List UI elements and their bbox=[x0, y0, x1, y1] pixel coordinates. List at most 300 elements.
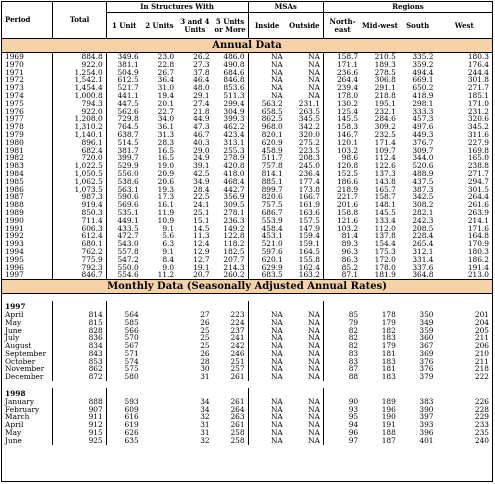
annual-value-cell: 143.8 bbox=[374, 176, 396, 186]
annual-value-cell: 488.9 bbox=[412, 168, 434, 178]
annual-value-cell: 757.8 bbox=[248, 162, 286, 170]
monthly-value-cell: 187 bbox=[381, 435, 396, 445]
annual-value-cell: 711.4 bbox=[53, 217, 106, 225]
annual-value-cell: 441.1 bbox=[106, 92, 141, 100]
annual-value-cell: 775.9 bbox=[53, 256, 106, 264]
annual-value-cell: 11.9 bbox=[157, 207, 175, 217]
annual-value-cell: 85.2 bbox=[323, 264, 361, 272]
annual-value-cell: NA bbox=[308, 83, 320, 93]
annual-value-cell: 11.3 bbox=[193, 231, 210, 241]
annual-value-cell: 862.5 bbox=[248, 115, 286, 123]
annual-value-cell: 514.5 bbox=[106, 139, 141, 147]
annual-value-cell: 208.5 bbox=[412, 223, 434, 233]
annual-value-cell: 34.9 bbox=[193, 176, 210, 186]
annual-value-cell: 20.1 bbox=[157, 98, 175, 108]
annual-value-cell: 364.8 bbox=[412, 270, 434, 280]
annual-value-cell: 814.1 bbox=[248, 170, 286, 178]
annual-value-cell: 612.5 bbox=[106, 76, 141, 84]
annual-value-cell: 331.4 bbox=[412, 254, 434, 264]
empty-cell bbox=[142, 437, 177, 445]
monthly-period-cell: February bbox=[5, 404, 40, 414]
monthly-value-cell: 261 bbox=[230, 420, 245, 430]
annual-value-cell: 5.6 bbox=[162, 231, 175, 241]
annual-period-cell: 1991 bbox=[5, 223, 24, 233]
annual-value-cell: 244.4 bbox=[467, 67, 489, 77]
monthly-value-cell: 233 bbox=[474, 420, 489, 430]
annual-value-cell: 163.6 bbox=[298, 207, 320, 217]
annual-value-cell: 442.7 bbox=[223, 184, 245, 194]
empty-cell bbox=[142, 429, 177, 437]
annual-period-cell: 1987 bbox=[5, 192, 24, 202]
empty-cell bbox=[142, 311, 177, 319]
annual-value-cell: 1,310.2 bbox=[53, 123, 106, 131]
annual-value-cell: 24.9 bbox=[193, 153, 210, 163]
annual-value-cell: 922.0 bbox=[53, 108, 106, 116]
annual-value-cell: 1,542.1 bbox=[53, 76, 106, 84]
empty-cell bbox=[142, 334, 177, 342]
monthly-value-cell: 181 bbox=[381, 364, 396, 374]
annual-value-cell: NA bbox=[248, 76, 286, 84]
annual-value-cell: 48.0 bbox=[193, 83, 210, 93]
annual-value-cell: 26.2 bbox=[193, 52, 210, 61]
monthly-value-cell: NA bbox=[308, 364, 320, 374]
annual-value-cell: 133.4 bbox=[374, 215, 396, 225]
annual-value-cell: 207.7 bbox=[223, 254, 245, 264]
annual-value-cell: 291.1 bbox=[374, 83, 396, 93]
monthly-value-cell: 853 bbox=[53, 358, 106, 366]
annual-value-cell: 120.1 bbox=[323, 139, 361, 147]
annual-value-cell: 278.5 bbox=[374, 67, 396, 77]
annual-value-cell: 299.4 bbox=[223, 98, 245, 108]
annual-value-cell: 457.3 bbox=[412, 114, 434, 124]
annual-value-cell: 418.9 bbox=[412, 90, 434, 100]
annual-value-cell: 554.6 bbox=[106, 271, 141, 279]
annual-value-cell: 242.3 bbox=[412, 215, 434, 225]
annual-value-cell: 853.6 bbox=[223, 83, 245, 93]
monthly-value-cell: 196 bbox=[381, 404, 396, 414]
annual-value-cell: 563.2 bbox=[248, 100, 286, 108]
annual-value-cell: 112.0 bbox=[374, 223, 396, 233]
annual-value-cell: 669.1 bbox=[412, 75, 434, 85]
annual-value-cell: 792.3 bbox=[53, 264, 106, 272]
annual-value-cell: 46.4 bbox=[193, 75, 210, 85]
monthly-value-cell: 619 bbox=[106, 421, 141, 429]
annual-value-cell: 137.8 bbox=[374, 231, 396, 241]
annual-value-cell: 31.3 bbox=[157, 129, 175, 139]
annual-value-cell: NA bbox=[308, 75, 320, 85]
monthly-value-cell: NA bbox=[308, 428, 320, 438]
annual-value-cell: 96.3 bbox=[323, 248, 361, 256]
annual-value-cell: 418.0 bbox=[223, 168, 245, 178]
monthly-value-cell: 237 bbox=[230, 325, 245, 335]
annual-value-cell: 376.7 bbox=[412, 137, 434, 147]
monthly-value-cell: 223 bbox=[230, 309, 245, 319]
annual-value-cell: NA bbox=[308, 90, 320, 100]
monthly-value-cell: 96 bbox=[323, 429, 361, 437]
annual-value-cell: 255.3 bbox=[223, 145, 245, 155]
monthly-value-cell: 205 bbox=[474, 325, 489, 335]
annual-value-cell: 42.5 bbox=[193, 168, 210, 178]
annual-value-cell: 511.7 bbox=[248, 154, 286, 162]
annual-value-cell: 181.9 bbox=[374, 270, 396, 280]
monthly-data-section bbox=[2, 280, 492, 445]
annual-value-cell: NA bbox=[308, 67, 320, 77]
annual-value-cell: 884.8 bbox=[53, 53, 106, 61]
monthly-value-cell: 97 bbox=[323, 437, 361, 445]
annual-value-cell: 182.5 bbox=[223, 246, 245, 256]
monthly-value-cell: 179 bbox=[381, 317, 396, 327]
annual-value-cell: 178.0 bbox=[323, 92, 361, 100]
annual-period-cell: 1980 bbox=[5, 137, 24, 147]
monthly-period-cell: April bbox=[5, 309, 24, 319]
monthly-row bbox=[2, 437, 492, 445]
annual-value-cell: 86.3 bbox=[323, 256, 361, 264]
monthly-value-cell: 834 bbox=[53, 342, 106, 350]
monthly-value-cell: 201 bbox=[474, 309, 489, 319]
annual-value-cell: 47.3 bbox=[193, 122, 210, 132]
annual-period-cell: 1975 bbox=[5, 98, 24, 108]
annual-value-cell: 175.3 bbox=[374, 246, 396, 256]
monthly-value-cell: 32 bbox=[200, 412, 210, 422]
monthly-value-cell: 181 bbox=[381, 348, 396, 358]
annual-value-cell: 20.9 bbox=[157, 168, 175, 178]
monthly-value-cell: 226 bbox=[474, 396, 489, 406]
annual-value-cell: 16.5 bbox=[157, 145, 175, 155]
annual-value-cell: 236.4 bbox=[298, 168, 320, 178]
empty-cell bbox=[142, 388, 177, 398]
monthly-value-cell: NA bbox=[248, 429, 286, 437]
empty-cell bbox=[142, 358, 177, 366]
annual-value-cell: 1,454.4 bbox=[53, 84, 106, 92]
monthly-value-cell: 82 bbox=[323, 327, 361, 335]
monthly-period-cell: May bbox=[5, 428, 22, 438]
monthly-value-cell: 574 bbox=[106, 358, 141, 366]
annual-value-cell: 164.8 bbox=[467, 231, 489, 241]
annual-value-cell: 149.2 bbox=[223, 223, 245, 233]
annual-period-cell: 1981 bbox=[5, 145, 24, 155]
monthly-value-cell: 379 bbox=[419, 372, 434, 382]
annual-value-cell: 214.3 bbox=[223, 262, 245, 272]
monthly-period-cell: July bbox=[5, 333, 20, 343]
annual-value-cell: 161.9 bbox=[298, 200, 320, 210]
monthly-value-cell: NA bbox=[308, 333, 320, 343]
annual-value-cell: 264.4 bbox=[467, 192, 489, 202]
header-inside: Inside bbox=[248, 13, 286, 39]
annual-value-cell: 919.4 bbox=[53, 201, 106, 209]
monthly-value-cell: NA bbox=[308, 396, 320, 406]
monthly-value-cell: 240 bbox=[474, 435, 489, 445]
monthly-value-cell: 912 bbox=[53, 421, 106, 429]
monthly-value-cell: 369 bbox=[419, 348, 434, 358]
annual-value-cell: 19.1 bbox=[193, 262, 210, 272]
annual-value-cell: 458.9 bbox=[248, 147, 286, 155]
header-1-unit: 1 Unit bbox=[106, 13, 141, 39]
annual-value-cell: 757.5 bbox=[248, 201, 286, 209]
header-northeast: North-east bbox=[323, 13, 361, 39]
monthly-value-cell: 564 bbox=[106, 311, 141, 319]
monthly-value-cell: 925 bbox=[53, 437, 106, 445]
monthly-value-cell: 383 bbox=[419, 396, 434, 406]
annual-value-cell: 468.4 bbox=[223, 176, 245, 186]
monthly-value-cell: 376 bbox=[419, 364, 434, 374]
monthly-value-cell: 396 bbox=[419, 428, 434, 438]
annual-value-cell: 34.0 bbox=[157, 114, 175, 124]
annual-value-cell: 301.5 bbox=[467, 184, 489, 194]
annual-value-cell: 185.1 bbox=[467, 90, 489, 100]
annual-value-cell: 458.4 bbox=[248, 225, 286, 233]
annual-value-cell: 158.8 bbox=[323, 209, 361, 217]
annual-value-cell: 344.0 bbox=[412, 153, 434, 163]
annual-value-cell: 1,062.5 bbox=[53, 178, 106, 186]
annual-value-cell: 298.1 bbox=[412, 98, 434, 108]
annual-value-cell: 201.6 bbox=[323, 201, 361, 209]
annual-value-cell: 218.8 bbox=[374, 90, 396, 100]
annual-value-cell: 36.1 bbox=[157, 122, 175, 132]
annual-value-cell: 511.3 bbox=[223, 90, 245, 100]
monthly-value-cell: 261 bbox=[230, 396, 245, 406]
monthly-value-cell: 26 bbox=[200, 348, 210, 358]
monthly-value-cell: NA bbox=[248, 398, 286, 406]
monthly-value-cell: 575 bbox=[106, 365, 141, 373]
annual-value-cell: 261.6 bbox=[467, 200, 489, 210]
monthly-value-cell: NA bbox=[308, 317, 320, 327]
monthly-value-cell: 814 bbox=[53, 311, 106, 319]
annual-value-cell: 120.8 bbox=[323, 162, 361, 170]
annual-value-cell: 682.4 bbox=[53, 147, 106, 155]
annual-value-cell: 10.9 bbox=[157, 215, 175, 225]
annual-period-cell: 1973 bbox=[5, 83, 24, 93]
monthly-value-cell: 609 bbox=[106, 406, 141, 414]
monthly-value-cell: 224 bbox=[230, 317, 245, 327]
annual-value-cell: 449.1 bbox=[106, 217, 141, 225]
annual-value-cell: 17.3 bbox=[157, 192, 175, 202]
empty-cell bbox=[142, 373, 177, 381]
annual-value-cell: 21.8 bbox=[193, 106, 210, 116]
annual-value-cell: 301.8 bbox=[467, 75, 489, 85]
monthly-value-cell: NA bbox=[308, 412, 320, 422]
annual-value-cell: 462.2 bbox=[223, 122, 245, 132]
monthly-value-cell: 95 bbox=[323, 413, 361, 421]
monthly-value-cell: 257 bbox=[230, 364, 245, 374]
monthly-value-cell: NA bbox=[248, 421, 286, 429]
monthly-value-cell: 206 bbox=[474, 341, 489, 351]
spacer bbox=[2, 381, 492, 388]
annual-period-cell: 1985 bbox=[5, 176, 24, 186]
annual-value-cell: 521.0 bbox=[248, 240, 286, 248]
monthly-value-cell: NA bbox=[308, 348, 320, 358]
monthly-value-cell: 34 bbox=[200, 404, 210, 414]
annual-value-cell: 278.9 bbox=[223, 153, 245, 163]
annual-value-cell: 189.3 bbox=[374, 59, 396, 69]
annual-period-cell: 1988 bbox=[5, 200, 24, 210]
monthly-value-cell: 27 bbox=[200, 309, 210, 319]
monthly-value-cell: NA bbox=[248, 413, 286, 421]
monthly-value-cell: 367 bbox=[419, 341, 434, 351]
annual-value-cell: 820.1 bbox=[248, 131, 286, 139]
monthly-value-cell: 26 bbox=[200, 317, 210, 327]
annual-value-cell: 437.5 bbox=[412, 176, 434, 186]
empty-cell bbox=[142, 421, 177, 429]
monthly-value-cell: 178 bbox=[381, 309, 396, 319]
annual-value-cell: 26.7 bbox=[157, 67, 175, 77]
monthly-value-cell: NA bbox=[248, 358, 286, 366]
annual-value-cell: 620.1 bbox=[248, 256, 286, 264]
annual-value-cell: 569.6 bbox=[106, 201, 141, 209]
annual-value-cell: NA bbox=[308, 59, 320, 69]
monthly-period-cell: August bbox=[5, 341, 32, 351]
annual-value-cell: 9.0 bbox=[162, 262, 175, 272]
monthly-value-cell: 235 bbox=[474, 428, 489, 438]
annual-value-cell: 271.7 bbox=[467, 168, 489, 178]
annual-value-cell: NA bbox=[308, 52, 320, 61]
annual-value-cell: 263.5 bbox=[298, 106, 320, 116]
annual-value-cell: 684.6 bbox=[223, 67, 245, 77]
annual-value-cell: 103.2 bbox=[323, 147, 361, 155]
annual-value-cell: 9.1 bbox=[162, 246, 175, 256]
annual-value-cell: 553.9 bbox=[248, 217, 286, 225]
header-2-units: 2 Units bbox=[145, 20, 174, 30]
annual-value-cell: 306.8 bbox=[374, 75, 396, 85]
monthly-value-cell: 570 bbox=[106, 334, 141, 342]
annual-value-cell: 31.0 bbox=[157, 83, 175, 93]
monthly-value-cell: NA bbox=[248, 334, 286, 342]
annual-value-cell: 20.7 bbox=[193, 270, 210, 280]
annual-value-cell: 145.5 bbox=[323, 115, 361, 123]
annual-value-cell: 820.6 bbox=[248, 193, 286, 201]
annual-value-cell: 399.3 bbox=[223, 114, 245, 124]
annual-value-cell: 165.0 bbox=[467, 153, 489, 163]
monthly-value-cell: NA bbox=[248, 437, 286, 445]
annual-value-cell: 112.4 bbox=[374, 153, 396, 163]
monthly-data-band: Monthly Data (Seasonally Adjusted Annual Rates) bbox=[2, 280, 492, 294]
annual-value-cell: 309.2 bbox=[374, 122, 396, 132]
annual-value-cell: 275.2 bbox=[298, 137, 320, 147]
annual-value-cell: 520.6 bbox=[412, 161, 434, 171]
annual-value-cell: 171.1 bbox=[323, 61, 361, 69]
monthly-value-cell: 25 bbox=[200, 333, 210, 343]
monthly-value-cell: 79 bbox=[323, 319, 361, 327]
monthly-value-cell: 635 bbox=[106, 437, 141, 445]
annual-value-cell: 158.3 bbox=[323, 123, 361, 131]
annual-value-cell: 265.4 bbox=[412, 239, 434, 249]
header-3-4-units: 3 and 4 Units bbox=[180, 16, 210, 34]
annual-period-cell: 1969 bbox=[5, 52, 24, 61]
monthly-value-cell: NA bbox=[248, 350, 286, 358]
annual-value-cell: 118.2 bbox=[223, 239, 245, 249]
monthly-period-cell: January bbox=[5, 396, 35, 406]
annual-value-cell: 103.2 bbox=[323, 225, 361, 233]
annual-value-cell: 356.9 bbox=[223, 192, 245, 202]
empty-cell bbox=[142, 327, 177, 335]
annual-value-cell: 29.0 bbox=[193, 145, 210, 155]
monthly-row bbox=[2, 373, 492, 381]
monthly-value-cell: 30 bbox=[200, 364, 210, 374]
annual-value-cell: 12.9 bbox=[193, 246, 210, 256]
annual-value-cell: 157.5 bbox=[298, 215, 320, 225]
annual-value-cell: 27.3 bbox=[193, 59, 210, 69]
annual-value-cell: NA bbox=[248, 53, 286, 61]
monthly-value-cell: 246 bbox=[230, 348, 245, 358]
annual-value-cell: 885.1 bbox=[248, 178, 286, 186]
annual-value-cell: 24.1 bbox=[193, 200, 210, 210]
header-group-msas: MSAs bbox=[248, 2, 323, 13]
annual-value-cell: 228.4 bbox=[412, 231, 434, 241]
annual-value-cell: 556.0 bbox=[106, 170, 141, 178]
annual-period-cell: 1997 bbox=[5, 270, 24, 280]
annual-value-cell: 968.0 bbox=[248, 123, 286, 131]
annual-value-cell: 543.0 bbox=[106, 240, 141, 248]
monthly-value-cell: 82 bbox=[323, 334, 361, 342]
annual-value-cell: 794.3 bbox=[53, 100, 106, 108]
annual-value-cell: 1,208.0 bbox=[53, 115, 106, 123]
annual-value-cell: 238.8 bbox=[467, 161, 489, 171]
monthly-value-cell: NA bbox=[308, 435, 320, 445]
annual-value-cell: 36.4 bbox=[157, 75, 175, 85]
annual-value-cell: 312.1 bbox=[412, 246, 434, 256]
monthly-period-cell: December bbox=[5, 372, 44, 382]
annual-value-cell: 345.2 bbox=[467, 122, 489, 132]
annual-value-cell: 25.1 bbox=[193, 207, 210, 217]
annual-value-cell: 245.0 bbox=[298, 161, 320, 171]
monthly-value-cell: 862 bbox=[53, 365, 106, 373]
monthly-value-cell: 390 bbox=[419, 404, 434, 414]
monthly-value-cell: 872 bbox=[53, 373, 106, 381]
annual-value-cell: 227.9 bbox=[467, 137, 489, 147]
annual-value-cell: 22.8 bbox=[157, 59, 175, 69]
annual-value-cell: 176.4 bbox=[467, 59, 489, 69]
annual-value-cell: 109.7 bbox=[374, 145, 396, 155]
annual-value-cell: 263.9 bbox=[467, 207, 489, 217]
monthly-value-cell: NA bbox=[308, 325, 320, 335]
monthly-value-cell: 376 bbox=[419, 356, 434, 366]
annual-value-cell: 81.4 bbox=[323, 232, 361, 240]
annual-value-cell: 550.0 bbox=[106, 264, 141, 272]
monthly-value-cell: 251 bbox=[230, 356, 245, 366]
annual-value-cell: 171.0 bbox=[467, 98, 489, 108]
annual-value-cell: 333.3 bbox=[412, 106, 434, 116]
annual-period-cell: 1992 bbox=[5, 231, 24, 241]
annual-value-cell: 449.3 bbox=[412, 129, 434, 139]
annual-value-cell: 210.5 bbox=[374, 52, 396, 61]
annual-value-cell: 850.3 bbox=[53, 209, 106, 217]
annual-value-cell: 337.6 bbox=[412, 262, 434, 272]
annual-value-cell: 650.2 bbox=[412, 83, 434, 93]
monthly-value-cell: 242 bbox=[230, 341, 245, 351]
annual-value-cell: 169.8 bbox=[467, 145, 489, 155]
annual-value-cell: 504.9 bbox=[106, 69, 141, 77]
monthly-value-cell: 189 bbox=[381, 396, 396, 406]
annual-value-cell: 494.4 bbox=[412, 67, 434, 77]
annual-value-cell: 166.7 bbox=[298, 192, 320, 202]
annual-value-cell: 1,073.5 bbox=[53, 186, 106, 194]
annual-value-cell: 447.5 bbox=[106, 100, 141, 108]
annual-value-cell: 1,140.1 bbox=[53, 131, 106, 139]
monthly-value-cell: 182 bbox=[381, 325, 396, 335]
monthly-value-cell: 907 bbox=[53, 406, 106, 414]
monthly-value-cell: 258 bbox=[230, 428, 245, 438]
annual-value-cell: 236.3 bbox=[223, 215, 245, 225]
annual-value-cell: 22.5 bbox=[193, 192, 210, 202]
spacer bbox=[2, 294, 492, 302]
header-outside: Outside bbox=[289, 20, 320, 30]
annual-value-cell: 490.8 bbox=[223, 59, 245, 69]
monthly-value-cell: 401 bbox=[419, 435, 434, 445]
annual-value-cell: 308.2 bbox=[412, 200, 434, 210]
monthly-value-cell: 888 bbox=[53, 398, 106, 406]
annual-data-section bbox=[2, 39, 492, 280]
annual-value-cell: 313.1 bbox=[223, 137, 245, 147]
annual-value-cell: 658.5 bbox=[248, 108, 286, 116]
